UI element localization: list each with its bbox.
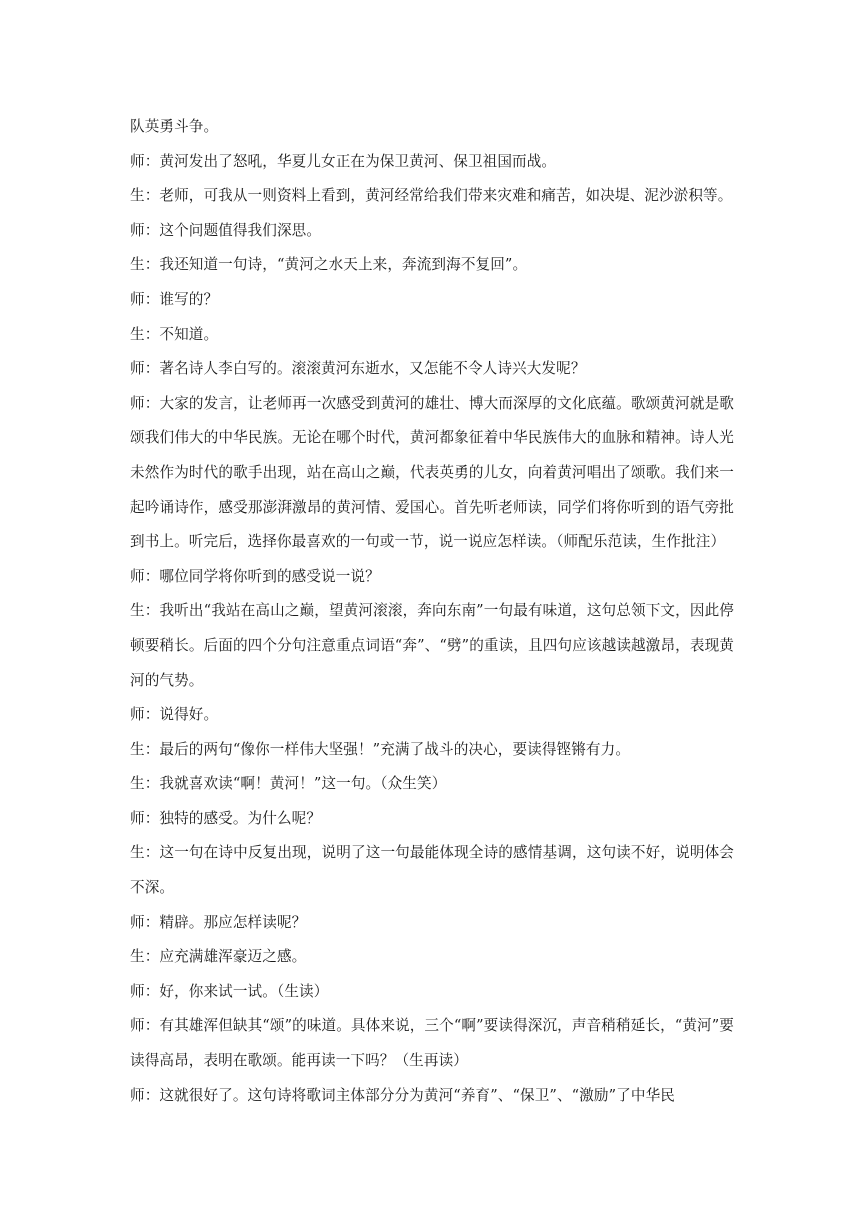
paragraph: 师：这个问题值得我们深思。 (130, 221, 322, 239)
paragraph: 生：老师，可我从一则资料上看到，黄河经常给我们带来灾难和痛苦，如决堤、泥沙淤积等。 (130, 187, 733, 205)
paragraph: 师：说得好。 (130, 706, 219, 724)
paragraph: 师：精辟。那应怎样读呢？ (130, 913, 307, 931)
paragraph: 师：好，你来试一试。（生读） (130, 982, 329, 1000)
paragraph: 师：黄河发出了怒吼，华夏儿女正在为保卫黄河、保卫祖国而战。 (130, 152, 557, 170)
paragraph: 生：这一句在诗中反复出现，说明了这一句最能体现全诗的感情基调，这句读不好，说明体会不深。 (130, 844, 734, 897)
paragraph: 师：谁写的？ (130, 290, 219, 308)
paragraph: 师：大家的发言，让老师再一次感受到黄河的雄壮、博大而深厚的文化底蕴。歌颂黄河就是歌颂我们伟大的中华民族。无论在哪个时代，黄河都象征着中华民族伟大的血脉和精神。诗人光未然作为时代的歌手出现，站在高山之巅，代表英勇的儿女，向着黄河唱出了颂歌。我们来一起吟诵诗作，感受那澎湃激昂的黄河情、爱国心。首先听老师读，同学们将你听到的语气旁批到书上。听完后，选择你最喜欢的一句或一节，说一说应怎样读。（师配乐范读，生作批注） (130, 394, 734, 551)
paragraph: 师：独特的感受。为什么呢？ (130, 809, 322, 827)
paragraph: 生：最后的两句“像你一样伟大坚强！”充满了战斗的决心，要读得铿锵有力。 (130, 740, 631, 758)
paragraph: 生：我听出“我站在高山之巅，望黄河滚滚，奔向东南”一句最有味道，这句总领下文，因此停顿要稍长。后面的四个分句注意重点词语“奔”、“劈”的重读，且四句应该越读越激昂，表现黄河的气势。 (130, 602, 734, 689)
paragraph: 生：不知道。 (130, 325, 219, 343)
paragraph: 生：应充满雄浑豪迈之感。 (130, 948, 307, 966)
paragraph: 师：著名诗人李白写的。滚滚黄河东逝水，又怎能不令人诗兴大发呢？ (130, 360, 586, 378)
paragraph: 队英勇斗争。 (130, 118, 219, 135)
paragraph: 师：这就很好了。这句诗将歌词主体部分分为黄河“养育”、“保卫”、“激励”了中华民 (130, 1086, 675, 1104)
paragraph: 师：哪位同学将你听到的感受说一说？ (130, 567, 380, 585)
paragraph: 师：有其雄浑但缺其“颂”的味道。具体来说，三个“啊”要读得深沉，声音稍稍延长，“黄河”要读得高昂，表明在歌颂。能再读一下吗？（生再读） (130, 1017, 734, 1070)
document-body (130, 110, 734, 1113)
paragraph: 生：我还知道一句诗，“黄河之水天上来，奔流到海不复回”。 (130, 256, 528, 274)
paragraph: 生：我就喜欢读“啊！黄河！”这一句。（众生笑） (130, 775, 447, 793)
